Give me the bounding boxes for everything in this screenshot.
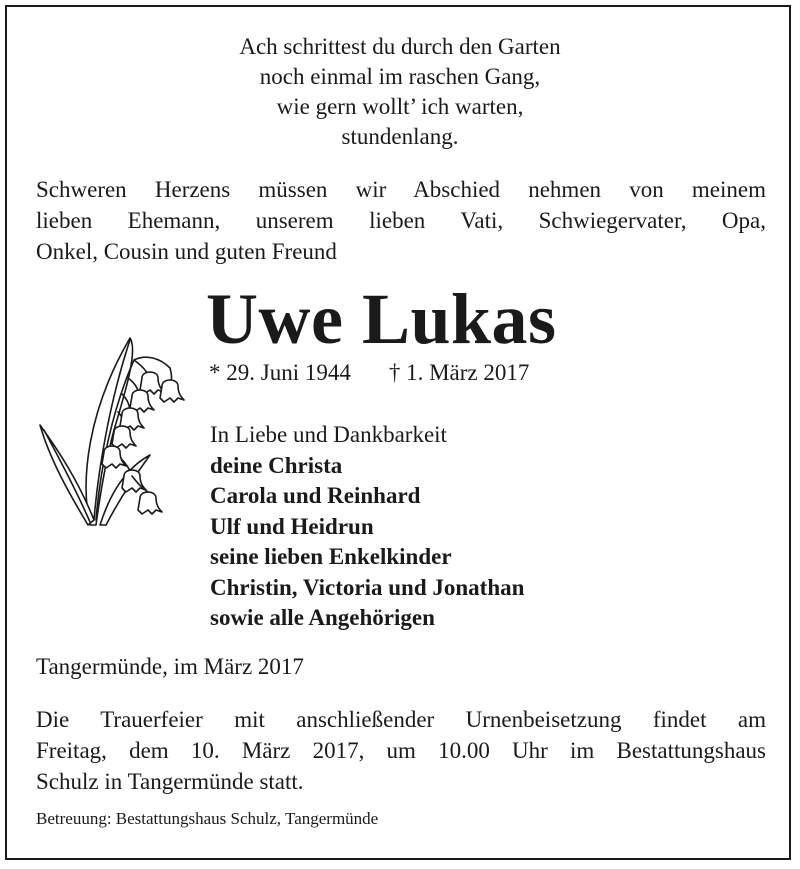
intro-line-2: lieben Ehemann, unserem lieben Vati, Schwiegervater, Opa, xyxy=(36,208,766,233)
funeral-home-credit: Betreuung: Bestattungshaus Schulz, Tangermünde xyxy=(36,809,379,828)
signer-6: sowie alle Angehörigen xyxy=(210,605,435,630)
intro-line-1: Schweren Herzens müssen wir Abschied nehmen von meinem xyxy=(36,177,766,202)
ceremony-line-3: Schulz in Tangermünde statt. xyxy=(36,769,304,794)
birth-date: * 29. Juni 1944 xyxy=(209,360,351,385)
poem-line-2: noch einmal im raschen Gang, xyxy=(259,64,541,89)
poem-line-1: Ach schrittest du durch den Garten xyxy=(239,34,561,59)
ceremony-text xyxy=(36,704,766,797)
signer-1: deine Christa xyxy=(210,452,343,478)
signer-3: Ulf und Heidrun xyxy=(210,513,374,539)
life-dates xyxy=(209,358,529,388)
poem-line-4: stundenlang. xyxy=(341,124,459,149)
signers-intro: In Liebe und Dankbarkeit xyxy=(210,422,447,447)
signer-5: Christin, Victoria und Jonathan xyxy=(210,574,525,600)
intro-line-3: Onkel, Cousin und guten Freund xyxy=(36,239,337,264)
ceremony-line-2: Freitag, dem 10. März 2017, um 10.00 Uhr im Bestattungshaus xyxy=(36,738,766,763)
signer-4: seine lieben Enkelkinder xyxy=(210,544,452,569)
poem xyxy=(0,32,800,152)
deceased-name: Uwe Lukas xyxy=(206,279,557,359)
ceremony-line-1: Die Trauerfeier mit anschließender Urnenbeisetzung findet am xyxy=(36,707,766,732)
signer-2: Carola und Reinhard xyxy=(210,483,421,508)
intro-text xyxy=(36,174,766,267)
signers xyxy=(210,420,524,634)
lily-of-the-valley-icon xyxy=(30,330,200,530)
place-date: Tangermünde, im März 2017 xyxy=(36,654,304,679)
death-date: † 1. März 2017 xyxy=(388,360,530,385)
poem-line-3: wie gern wollt’ ich warten, xyxy=(276,94,524,119)
